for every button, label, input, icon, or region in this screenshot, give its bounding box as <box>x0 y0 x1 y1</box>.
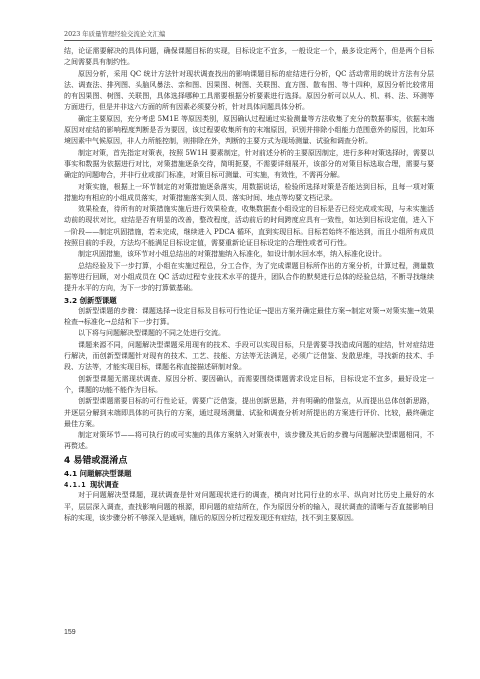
paragraph: 制定对策，首先指定对策表，按照 5W1H 要素制定，针对前述分析的主要原因制定，进行多种对策选择时，需要以事实和数据为依据进行对比，对策措施逐条交待，简明扼要，不需要详细展开，该部分的对策目标选取合理，需要与要确定的问题吻合，并非行业或部门标准，对策目标可测量、可实施，有效性，不需再分解。 <box>64 148 434 180</box>
section-heading-4-1-1: 4.1.1 现状调查 <box>64 479 119 489</box>
paragraph: 创新型课题无需现状调查、原因分析、要因确认，而需要围绕课题需求设定目标，目标设定不宜多，最好设定一个，课题的功能不能作为目标。 <box>64 374 434 394</box>
paragraph: 原因分析，采用 QC 统计方法针对现状调查找出的影响课题目标的症结进行分析，QC 活动常用的统计方法有分层法、调查法、排列图、头脑风暴法、亲和图、因果图、树图、关联图、直方图、散布图、等十四种，原因分析比较常用的有因果图、树图、关联图，具体选择哪种工具需要根据分析要素进行选择。原因分析可以从人、机、料、法、环测等方面进行，但是并非这六方面的所有因素必须要分析，针对具体问题具体分析。 <box>64 69 434 112</box>
paragraph: 课题来源不同，问题解决型课题采用现有的技术、手段可以实现目标，只是需要寻找造成问题的症结，针对症结进行解决，而创新型课题针对现有的技术、工艺、技能、方法等无法满足，必须广泛借鉴、发散思维，寻找新的技术、手段、方法等，才能实现目标，课题名称直接描述研制对象。 <box>64 340 434 372</box>
paragraph: 创新型课题需要目标的可行性论证，需要广泛借鉴，提出创新思路，并有明确的借鉴点，从而提出总体创新思路，并逐层分解到末端即具体的可执行的方案，通过现场测量、试验和调查分析对所提出的方案进行评价、比较，最终确定最佳方案。 <box>64 397 434 428</box>
paragraph: 制定巩固措施，该环节对小组总结出的对策措施纳入标准化，如设计制水回水率，纳入标准化设计。 <box>78 250 386 259</box>
paragraph: 对于问题解决型课题，现状调查是针对问题现状进行的调查，横向对比同行业的水平、纵向对比历史上最好的水平，层层深入调查，查找影响问题的根源，即问题的症结所在，作为原因分析的输入，现状调查的清晰与否直接影响目标的实现，该步骤分析不够深入是通病，随后的原因分析过程发现还有症结，找不到主要原因。 <box>64 491 434 522</box>
paragraph: 确定主要原因，充分考虑 5M1E 等原因类别，原因确认过程通过实验测量等方法收集了充分的数据事实，依据末端原因对症结的影响程度判断是否为要因，该过程要收集所有的末端原因，识别并排除小组能力范围意外的原因，比如环境因素中气候原因，非人力所能控制，则排除在外，判断的主要方式为现场测量、试验和调查分析。 <box>64 114 434 146</box>
section-heading-4: 4 易错或混淆点 <box>64 455 128 466</box>
paragraph: 效果检查，待所有的对策措施实施后进行效果检查，收集数据查小组设定的目标是否已经完成或实现，与未实施活动前的现状对比，症结是否有明显的改善，整改程度，活动前后的时间跨度应具有一致性，如达到目标设定值，进入下一阶段——制定巩固措施，若未完成，继续进入 PDCA 循环，直到实现目标。目标若始终不能达到，而且小组所有成员按照目前的手段，方法均不能满足目标设定值，需要重新论证目标设定的合理性或者可行性。 <box>64 205 434 248</box>
header-divider <box>64 40 432 41</box>
paragraph: 总结经验及下一步打算，小组在实施过程总，分工合作，为了完成课题目标所作出的方案分析，计算过程，测量数据等进行回顾，对小组成员在 QC 活动过程专业技术水平的提升，团队合作的默契进行总体的经验总结，不断寻找继续提升水平的方向，为下一步的打算做基础。 <box>64 261 434 293</box>
paragraph: 制定对策环节——将可执行的或可实施的具体方案纳入对策表中，该步骤及其后的步骤与问题解决型课题相同，不再赘述。 <box>64 431 434 451</box>
section-heading-3-2: 3.2 创新型课题 <box>64 295 117 305</box>
page-number: 159 <box>64 629 76 636</box>
page-body <box>64 46 434 631</box>
paragraph: 创新型课题的步骤：课题选择→设定目标及目标可行性论证→提出方案并确定最佳方案→制定对策→对策实施→效果检查→标准化→总结和下一步打算。 <box>64 306 434 327</box>
paragraph: 以下将与问题解决型课题的不同之处进行交流。 <box>78 329 225 338</box>
paragraph: 对策实施，根据上一环节制定的对策措施逐条落实，用数据说话，检验所选择对策是否能达到目标，且每一项对策措施均有相应的小组成员落实，对策措施落实到人员、落实时间、地点等均要文档记录。 <box>64 182 434 202</box>
running-header: 2023 年质量管理经验交流论文汇编 <box>64 30 166 38</box>
section-heading-4-1: 4.1 问题解决型课题 <box>64 468 132 478</box>
paragraph: 结，论证需要解决的具体问题，确保课题目标的实现，目标设定不宜多，一般设定一个，最多设定两个，但是两个目标之间需要具有制约性。 <box>64 47 434 67</box>
